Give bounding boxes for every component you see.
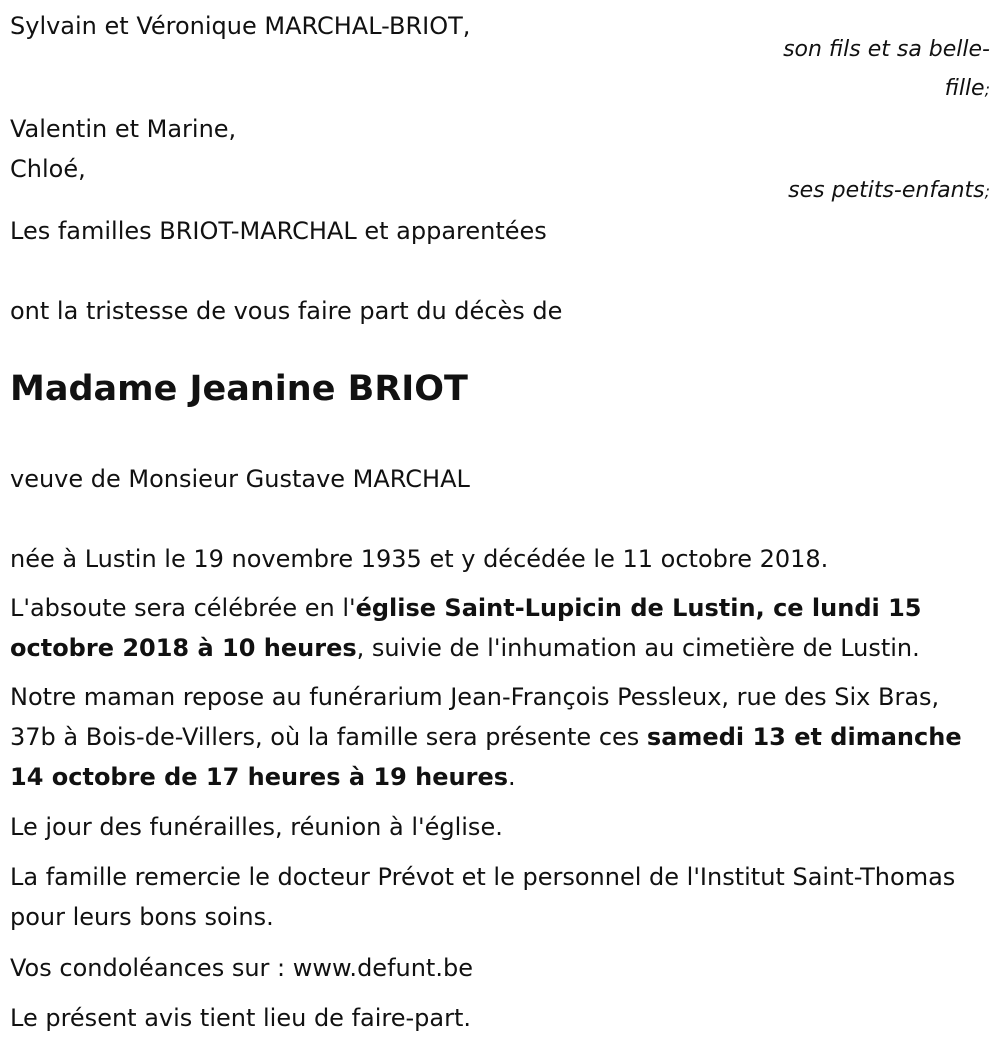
relation-son-text-1: son fils et sa belle-	[783, 37, 990, 62]
repose-text-bold: samedi 13 et dimanche 14 octobre de 17 heures à 19 heures	[10, 723, 962, 791]
relation-grandchildren-punct: ;	[984, 182, 990, 201]
repose-text-before: Notre maman repose au funérarium Jean-François Pessleux, rue des Six Bras, 37b à Bois-de-Villers, où la famille sera présente ces	[10, 683, 940, 751]
family-line-valentin: Valentin et Marine,	[10, 115, 237, 143]
absoute-text-after: , suivie de l'inhumation au cimetière de Lustin.	[356, 634, 920, 662]
reunion-line: Le jour des funérailles, réunion à l'église.	[10, 813, 503, 841]
relation-son-line-2	[945, 78, 990, 100]
relation-grandchildren	[788, 180, 990, 202]
birth-death-line: née à Lustin le 19 novembre 1935 et y décédée le 11 octobre 2018.	[10, 545, 829, 573]
absoute-text-before: L'absoute sera célébrée en l'	[10, 594, 356, 622]
family-line-sylvain: Sylvain et Véronique MARCHAL-BRIOT,	[10, 12, 471, 40]
family-line-familles: Les familles BRIOT-MARCHAL et apparentées	[10, 217, 547, 245]
notice-line: Le présent avis tient lieu de faire-part.	[10, 1004, 472, 1032]
widow-line: veuve de Monsieur Gustave MARCHAL	[10, 465, 470, 493]
absoute-text-bold: église Saint-Lupicin de Lustin, ce lundi 15 octobre 2018 à 10 heures	[10, 594, 922, 662]
announcement-line: ont la tristesse de vous faire part du décès de	[10, 297, 563, 325]
deceased-name: Madame Jeanine BRIOT	[10, 369, 468, 409]
condolences-line: Vos condoléances sur : www.defunt.be	[10, 954, 473, 982]
relation-son-line-1	[783, 39, 990, 61]
relation-son-text-2: fille	[944, 76, 985, 101]
thanks-paragraph: La famille remercie le docteur Prévot et le personnel de l'Institut Saint-Thomas pour leurs bons soins.	[10, 863, 956, 931]
repose-text-after: .	[508, 763, 516, 791]
absoute-paragraph	[10, 588, 985, 668]
family-line-chloe: Chloé,	[10, 155, 86, 183]
relation-son-punct: ;	[984, 80, 990, 99]
repose-paragraph	[10, 677, 985, 797]
relation-grandchildren-text: ses petits-enfants	[788, 178, 985, 203]
